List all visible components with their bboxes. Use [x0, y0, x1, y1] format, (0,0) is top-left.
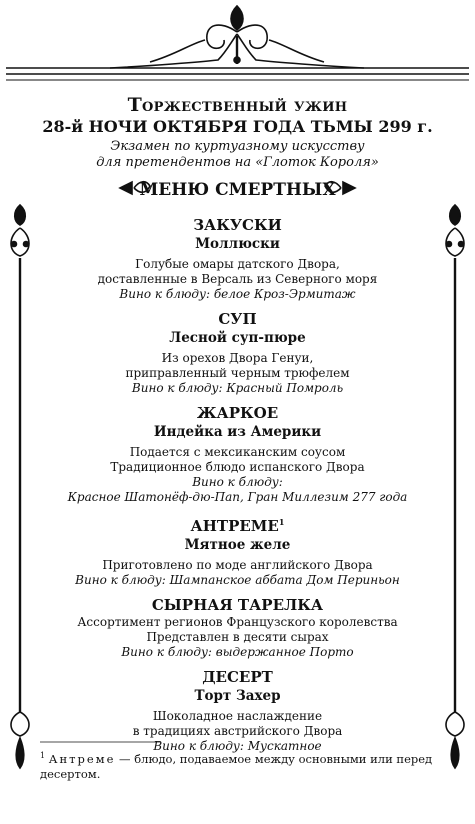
section-title: ЗАКУСКИ	[193, 216, 282, 234]
dish-name: Торт Захер	[194, 688, 281, 704]
wine-pairing: Вино к блюду:	[192, 475, 283, 489]
footnote-line-1	[40, 748, 435, 767]
dish-description: Представлен в десяти сырах	[146, 630, 329, 644]
menu-section-appetizers	[40, 216, 435, 302]
menu-list	[40, 216, 435, 762]
dish-description: приправленный черным трюфелем	[125, 366, 350, 380]
menu-section-entremets	[40, 513, 435, 588]
section-title	[40, 513, 435, 536]
section-title: СЫРНАЯ ТАРЕЛКА	[151, 596, 324, 614]
dish-description: Приготовлено по моде английского Двора	[102, 558, 373, 572]
wine-pairing: Вино к блюду: белое Кроз-Эрмитаж	[119, 287, 356, 301]
footnote-mark: 1	[278, 517, 285, 527]
section-title: ЖАРКОЕ	[196, 404, 279, 422]
dish-name: Моллюски	[195, 236, 280, 252]
menu-title: МЕНЮ СМЕРТНЫХ	[139, 180, 336, 200]
footnote-number: 1	[40, 751, 46, 760]
dish-description: Голубые омары датского Двора,	[135, 257, 340, 271]
event-subtitle	[0, 139, 475, 171]
footnote	[40, 748, 435, 782]
wine-pairing: Вино к блюду: выдержанное Порто	[121, 645, 354, 659]
section-title: СУП	[218, 310, 257, 328]
dish-description: Подается с мексиканским соусом	[129, 445, 346, 459]
dish-description: Из орехов Двора Генуи,	[161, 351, 314, 365]
menu-section-soup	[40, 310, 435, 396]
footnote-text: — блюдо, подаваемое между основными или перед	[115, 751, 433, 766]
section-title: ДЕСЕРТ	[202, 668, 273, 686]
dish-description: Шоколадное наслаждение	[152, 709, 323, 723]
menu-section-cheese	[40, 596, 435, 660]
event-title: Торжественный ужин	[127, 94, 348, 116]
event-date: 28-й НОЧИ ОКТЯБРЯ ГОДА ТЬМЫ 299 г.	[42, 117, 433, 136]
dish-name: Мятное желе	[184, 537, 291, 553]
wine-pairing-detail: Красное Шатонёф-дю-Пап, Гран Миллезим 277 года	[67, 490, 408, 504]
wine-pairing: Вино к блюду: Красный Помроль	[131, 381, 344, 395]
dish-description: доставленные в Версаль из Северного моря	[97, 272, 378, 286]
footnote-line-2: десертом.	[40, 766, 101, 781]
subtitle-line-1: Экзамен по куртуазному искусству	[110, 139, 365, 154]
wine-pairing: Вино к блюду: Шампанское аббата Дом Периньон	[75, 573, 400, 587]
section-title-text: АНТРЕМЕ	[190, 517, 279, 535]
dish-name: Индейка из Америки	[153, 424, 322, 440]
menu-section-roast	[40, 404, 435, 505]
menu-section-dessert	[40, 668, 435, 754]
dish-description: Традиционное блюдо испанского Двора	[110, 460, 365, 474]
dish-description: Ассортимент регионов Французского королевства	[77, 615, 398, 629]
wine-pairing: Вино к блюду: Мускатное	[153, 739, 322, 753]
footnote-term: Антреме	[48, 751, 116, 766]
dish-name: Лесной суп-пюре	[169, 330, 306, 346]
dish-description: в традициях австрийского Двора	[132, 724, 343, 738]
subtitle-line-2: для претендентов на «Глоток Короля»	[96, 155, 379, 170]
